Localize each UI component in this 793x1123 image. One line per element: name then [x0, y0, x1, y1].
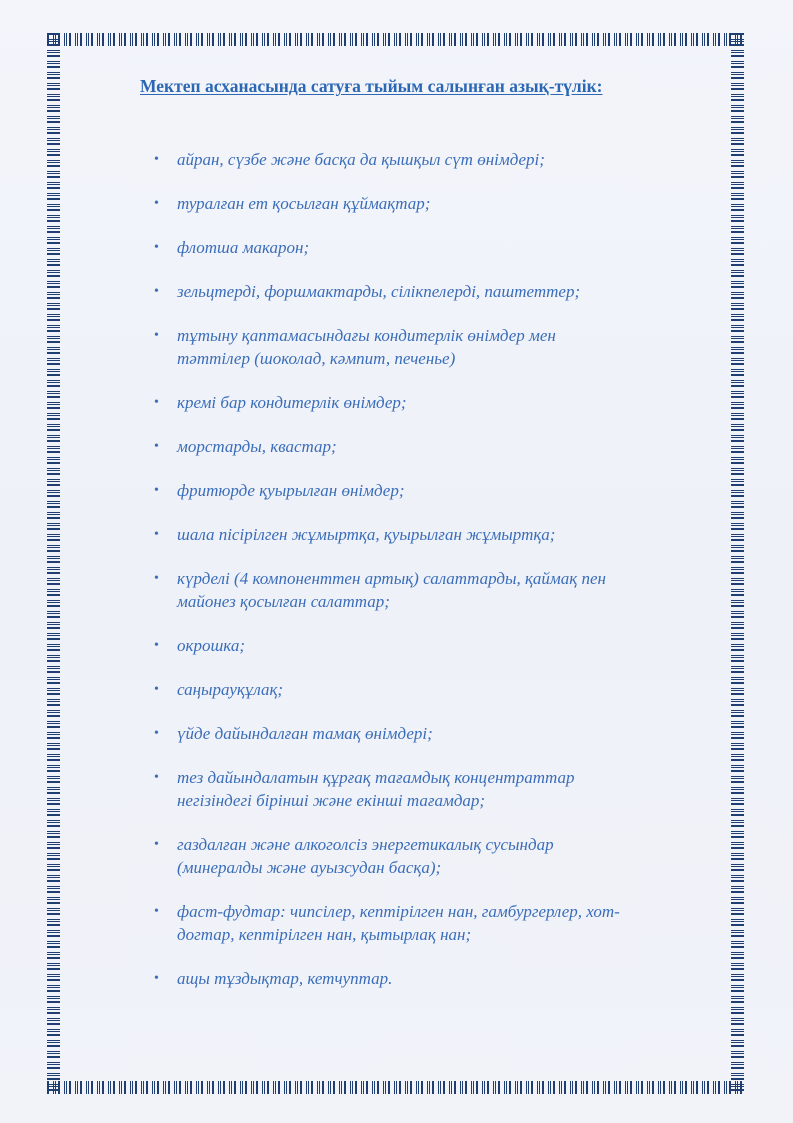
- list-item-text: морстарды, квастар;: [177, 437, 337, 456]
- bullet-icon: •: [154, 971, 159, 986]
- list-item-text: үйде дайындалған тамақ өнімдері;: [177, 724, 433, 743]
- list-item: [150, 634, 720, 657]
- bullet-icon: •: [154, 571, 159, 586]
- list-item: [150, 324, 720, 370]
- list-item-text: окрошка;: [177, 636, 245, 655]
- list-item-text-continued: тәттілер (шоколад, кәмпит, печенье): [177, 349, 456, 368]
- list-item: [150, 766, 720, 812]
- bullet-icon: •: [154, 483, 159, 498]
- list-item: [150, 236, 720, 259]
- border-bottom: [47, 1081, 744, 1094]
- bullet-icon: •: [154, 837, 159, 852]
- list-item: [150, 435, 720, 458]
- list-item: [150, 523, 720, 546]
- bullet-icon: •: [154, 152, 159, 167]
- bullet-icon: •: [154, 328, 159, 343]
- bullet-icon: •: [154, 770, 159, 785]
- list-item-text-continued: догтар, кептірілген нан, қытырлақ нан;: [177, 925, 472, 944]
- list-item-text: саңырауқұлақ;: [177, 680, 284, 699]
- list-item-text: фаст-фудтар: чипсілер, кептірілген нан, гамбургерлер, хот-: [177, 902, 620, 921]
- bullet-icon: •: [154, 439, 159, 454]
- list-item-text-continued: (минералды және ауызсудан басқа);: [177, 858, 442, 877]
- bullet-icon: •: [154, 284, 159, 299]
- bullet-icon: •: [154, 196, 159, 211]
- bullet-icon: •: [154, 527, 159, 542]
- list-item-text: тез дайындалатын құрғақ тағамдық концентраттар: [177, 768, 575, 787]
- list-item-text: газдалған және алкоголсіз энергетикалық сусындар: [177, 835, 554, 854]
- list-item-text: зельцтерді, форшмактарды, сілікпелерді, паштеттер;: [177, 282, 581, 301]
- list-item-text: туралған ет қосылған құймақтар;: [177, 194, 431, 213]
- list-item: [150, 391, 720, 414]
- list-item-text: кремі бар кондитерлік өнімдер;: [177, 393, 407, 412]
- list-item-text: фритюрде қуырылған өнімдер;: [177, 481, 405, 500]
- bullet-icon: •: [154, 395, 159, 410]
- list-item-text: ащы тұздықтар, кетчуптар.: [177, 969, 393, 988]
- list-item-text: күрделі (4 компоненттен артық) салаттарды, қаймақ пен: [177, 569, 606, 588]
- border-right: [731, 33, 744, 1094]
- list-item-text-continued: майонез қосылған салаттар;: [177, 592, 390, 611]
- list-item-text-continued: негізіндегі бірінші және екінші тағамдар;: [177, 791, 486, 810]
- bullet-icon: •: [154, 726, 159, 741]
- list-item: [150, 833, 720, 879]
- list-item-text: флотша макарон;: [177, 238, 310, 257]
- list-item: [150, 900, 720, 946]
- list-item-text: шала пісірілген жұмыртқа, қуырылған жұмыртқа;: [177, 525, 556, 544]
- list-item: [150, 722, 720, 745]
- border-top: [47, 33, 744, 46]
- list-item-text: айран, сүзбе және басқа да қышқыл сүт өнімдері;: [177, 150, 545, 169]
- border-left: [47, 33, 60, 1094]
- list-item: [150, 280, 720, 303]
- list-item: [150, 148, 720, 171]
- list-item-text: тұтыну қаптамасындағы кондитерлік өнімдер мен: [177, 326, 556, 345]
- list-item: [150, 479, 720, 502]
- bullet-icon: •: [154, 904, 159, 919]
- page-title: Мектеп асханасында сатуға тыйым салынған азық-түлік:: [140, 76, 603, 96]
- prohibited-food-list: [150, 148, 720, 990]
- bullet-icon: •: [154, 638, 159, 653]
- list-item: [150, 678, 720, 701]
- bullet-icon: •: [154, 240, 159, 255]
- bullet-icon: •: [154, 682, 159, 697]
- list-item: [150, 192, 720, 215]
- list-item: [150, 967, 720, 990]
- list-item: [150, 567, 720, 613]
